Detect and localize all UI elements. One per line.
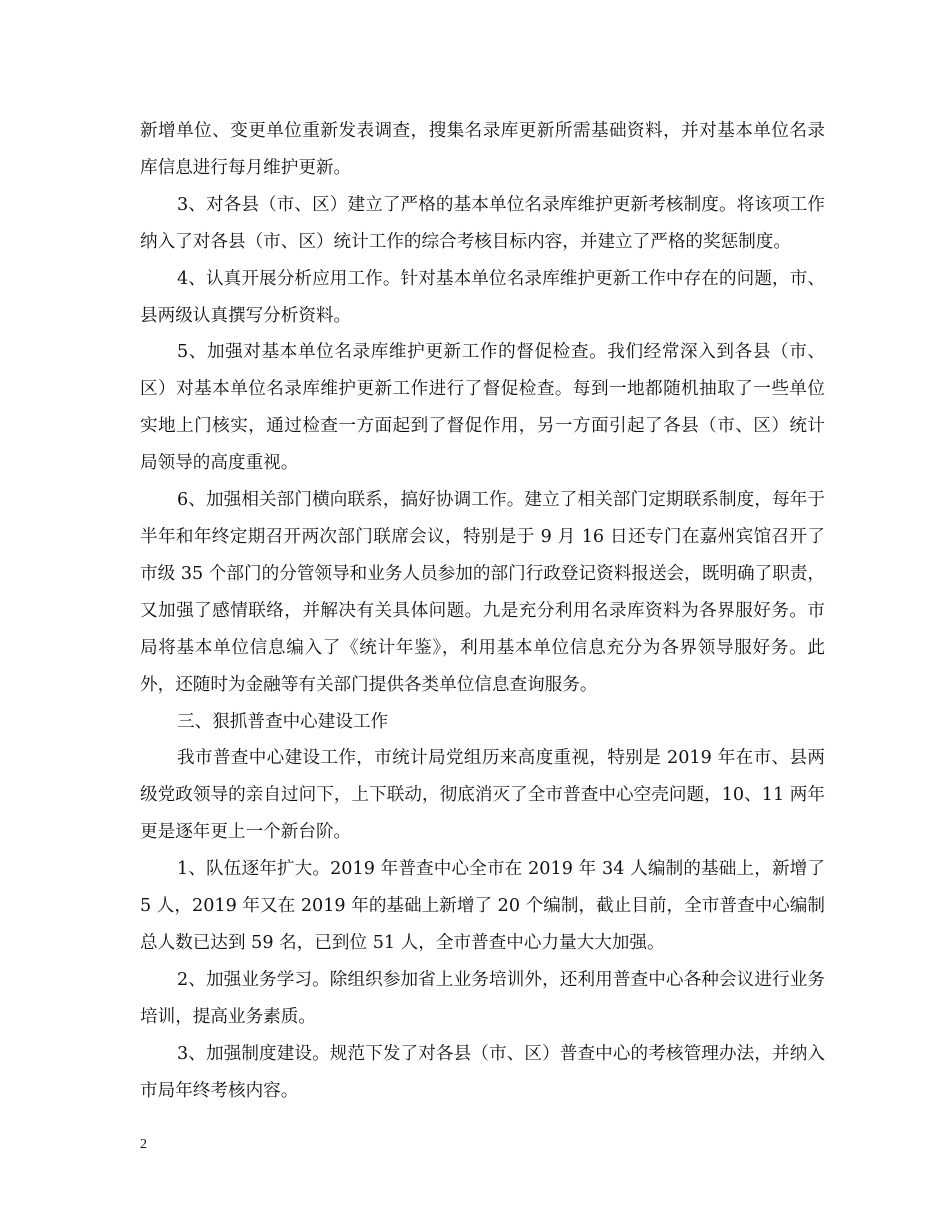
paragraph-item-3-rules: 3、加强制度建设。规范下发了对各县（市、区）普查中心的考核管理办法，并纳入市局年终考核内容。	[140, 1043, 825, 1101]
page-number: 2	[140, 1137, 147, 1152]
paragraph-item-4-analysis: 4、认真开展分析应用工作。针对基本单位名录库维护更新工作中存在的问题，市、县两级认真撰写分析资料。	[140, 268, 825, 326]
paragraph-item-2-training: 2、加强业务学习。除组织参加省上业务培训外，还利用普查中心各种会议进行业务培训，提高业务素质。	[140, 969, 825, 1027]
paragraph-item-1-team: 1、队伍逐年扩大。2019 年普查中心全市在 2019 年 34 人编制的基础上，新增了 5 人，2019 年又在 2019 年的基础上新增了 20 个编制，截止目前，全市普查中心编制总人数已达到 59 名，已到位 51 人，全市普查中心力量大大加强。	[140, 859, 825, 953]
section-heading-3: 三、狠抓普查中心建设工作	[177, 711, 389, 732]
paragraph-census-center-intro: 我市普查中心建设工作，市统计局党组历来高度重视，特别是 2019 年在市、县两级党政领导的亲自过问下，上下联动，彻底消灭了全市普查中心空壳问题，10、11 两年更是逐年更上一个新台阶。	[140, 748, 825, 843]
paragraph-item-5-inspection: 5、加强对基本单位名录库维护更新工作的督促检查。我们经常深入到各县（市、区）对基本单位名录库维护更新工作进行了督促检查。每到一地都随机抽取了一些单位实地上门核实，通过检查一方面起到了督促作用，另一方面引起了各县（市、区）统计局领导的高度重视。	[140, 342, 825, 474]
paragraph-item-6-coordination: 6、加强相关部门横向联系，搞好协调工作。建立了相关部门定期联系制度，每年于半年和年终定期召开两次部门联席会议，特别是于 9 月 16 日还专门在嘉州宾馆召开了市级 35 个部门的分管领导和业务人员参加的部门行政登记资料报送会，既明确了职责，又加强了感情联络，并解决有关具体问题。九是充分利用名录库资料为各界服好务。市局将基本单位信息编入了《统计年鉴》，利用基本单位信息充分为各界领导服好务。此外，还随时为金融等有关部门提供各类单位信息查询服务。	[140, 490, 825, 695]
paragraph-item-3-assessment: 3、对各县（市、区）建立了严格的基本单位名录库维护更新考核制度。将该项工作纳入了对各县（市、区）统计工作的综合考核目标内容，并建立了严格的奖惩制度。	[140, 194, 825, 252]
document-body	[140, 113, 825, 1109]
paragraph-continuation: 新增单位、变更单位重新发表调查，搜集名录库更新所需基础资料，并对基本单位名录库信息进行每月维护更新。	[140, 121, 825, 178]
